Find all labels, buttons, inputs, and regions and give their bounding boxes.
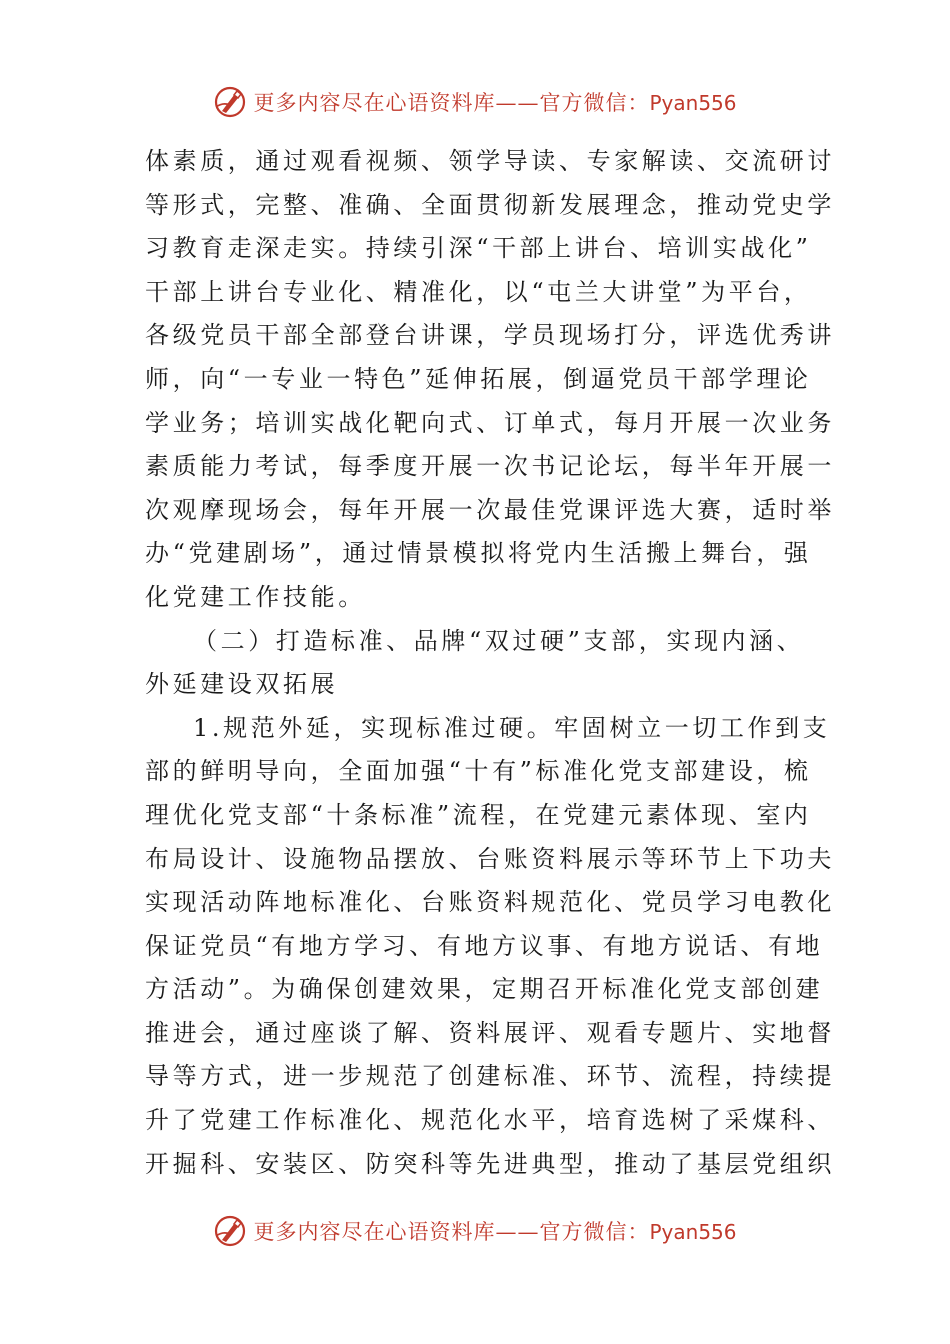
text-line: 布局设计、设施物品摆放、台账资料展示等环节上下功夫	[145, 844, 835, 873]
text-line: 导等方式，进一步规范了创建标准、环节、流程，持续提	[145, 1062, 835, 1091]
text-line: 开掘科、安装区、防突科等先进典型，推动了基层党组织	[145, 1149, 835, 1178]
text-line: 师，向“一专业一特色”延伸拓展，倒逼党员干部学理论	[145, 364, 812, 393]
section-heading-cont: 外延建设双拓展	[145, 670, 339, 699]
text-line: 干部上讲台专业化、精准化，以“屯兰大讲堂”为平台，	[145, 277, 812, 306]
banner-text-en: Pyan556	[649, 91, 737, 115]
paragraph-start: 1.规范外延，实现标准过硬。牢固树立一切工作到支	[193, 713, 831, 742]
text-line: 学业务；培训实战化靶向式、订单式，每月开展一次业务	[145, 408, 835, 437]
text-line: 办“党建剧场”，通过情景模拟将党内生活搬上舞台，强	[145, 539, 812, 568]
document-body	[145, 140, 835, 1186]
banner-text-cn: 更多内容尽在心语资料库——官方微信：	[253, 91, 650, 115]
pen-logo-icon	[213, 1214, 247, 1248]
text-line: 升了党建工作标准化、规范化水平，培育选树了采煤科、	[145, 1106, 835, 1135]
pen-logo-icon	[213, 85, 247, 119]
banner-text	[253, 87, 736, 117]
text-line: 实现活动阵地标准化、台账资料规范化、党员学习电教化	[145, 888, 835, 917]
text-line: 化党建工作技能。	[145, 582, 366, 611]
footer-banner	[0, 1211, 950, 1251]
text-line: 体素质，通过观看视频、领学导读、专家解读、交流研讨	[145, 147, 835, 175]
text-line: 理优化党支部“十条标准”流程，在党建元素体现、室内	[145, 800, 812, 829]
text-line: 素质能力考试，每季度开展一次书记论坛，每半年开展一	[145, 452, 835, 481]
text-line: 习教育走深走实。持续引深“干部上讲台、培训实战化”	[145, 234, 812, 263]
banner-text-en: Pyan556	[649, 1220, 737, 1244]
banner-text	[253, 1216, 736, 1246]
text-line: 等形式，完整、准确、全面贯彻新发展理念，推动党史学	[145, 190, 835, 219]
text-line: 各级党员干部全部登台讲课，学员现场打分，评选优秀讲	[145, 321, 835, 350]
section-heading: （二）打造标准、品牌“双过硬”支部，实现内涵、	[193, 626, 805, 655]
text-line: 推进会，通过座谈了解、资料展评、观看专题片、实地督	[145, 1018, 835, 1047]
header-banner	[0, 82, 950, 122]
text-line: 保证党员“有地方学习、有地方议事、有地方说话、有地	[145, 931, 824, 960]
banner-text-cn: 更多内容尽在心语资料库——官方微信：	[253, 1220, 650, 1244]
text-line: 次观摩现场会，每年开展一次最佳党课评选大赛，适时举	[145, 495, 835, 524]
text-line: 方活动”。为确保创建效果，定期召开标准化党支部创建	[145, 975, 824, 1004]
text-line: 部的鲜明导向，全面加强“十有”标准化党支部建设，梳	[145, 757, 812, 786]
